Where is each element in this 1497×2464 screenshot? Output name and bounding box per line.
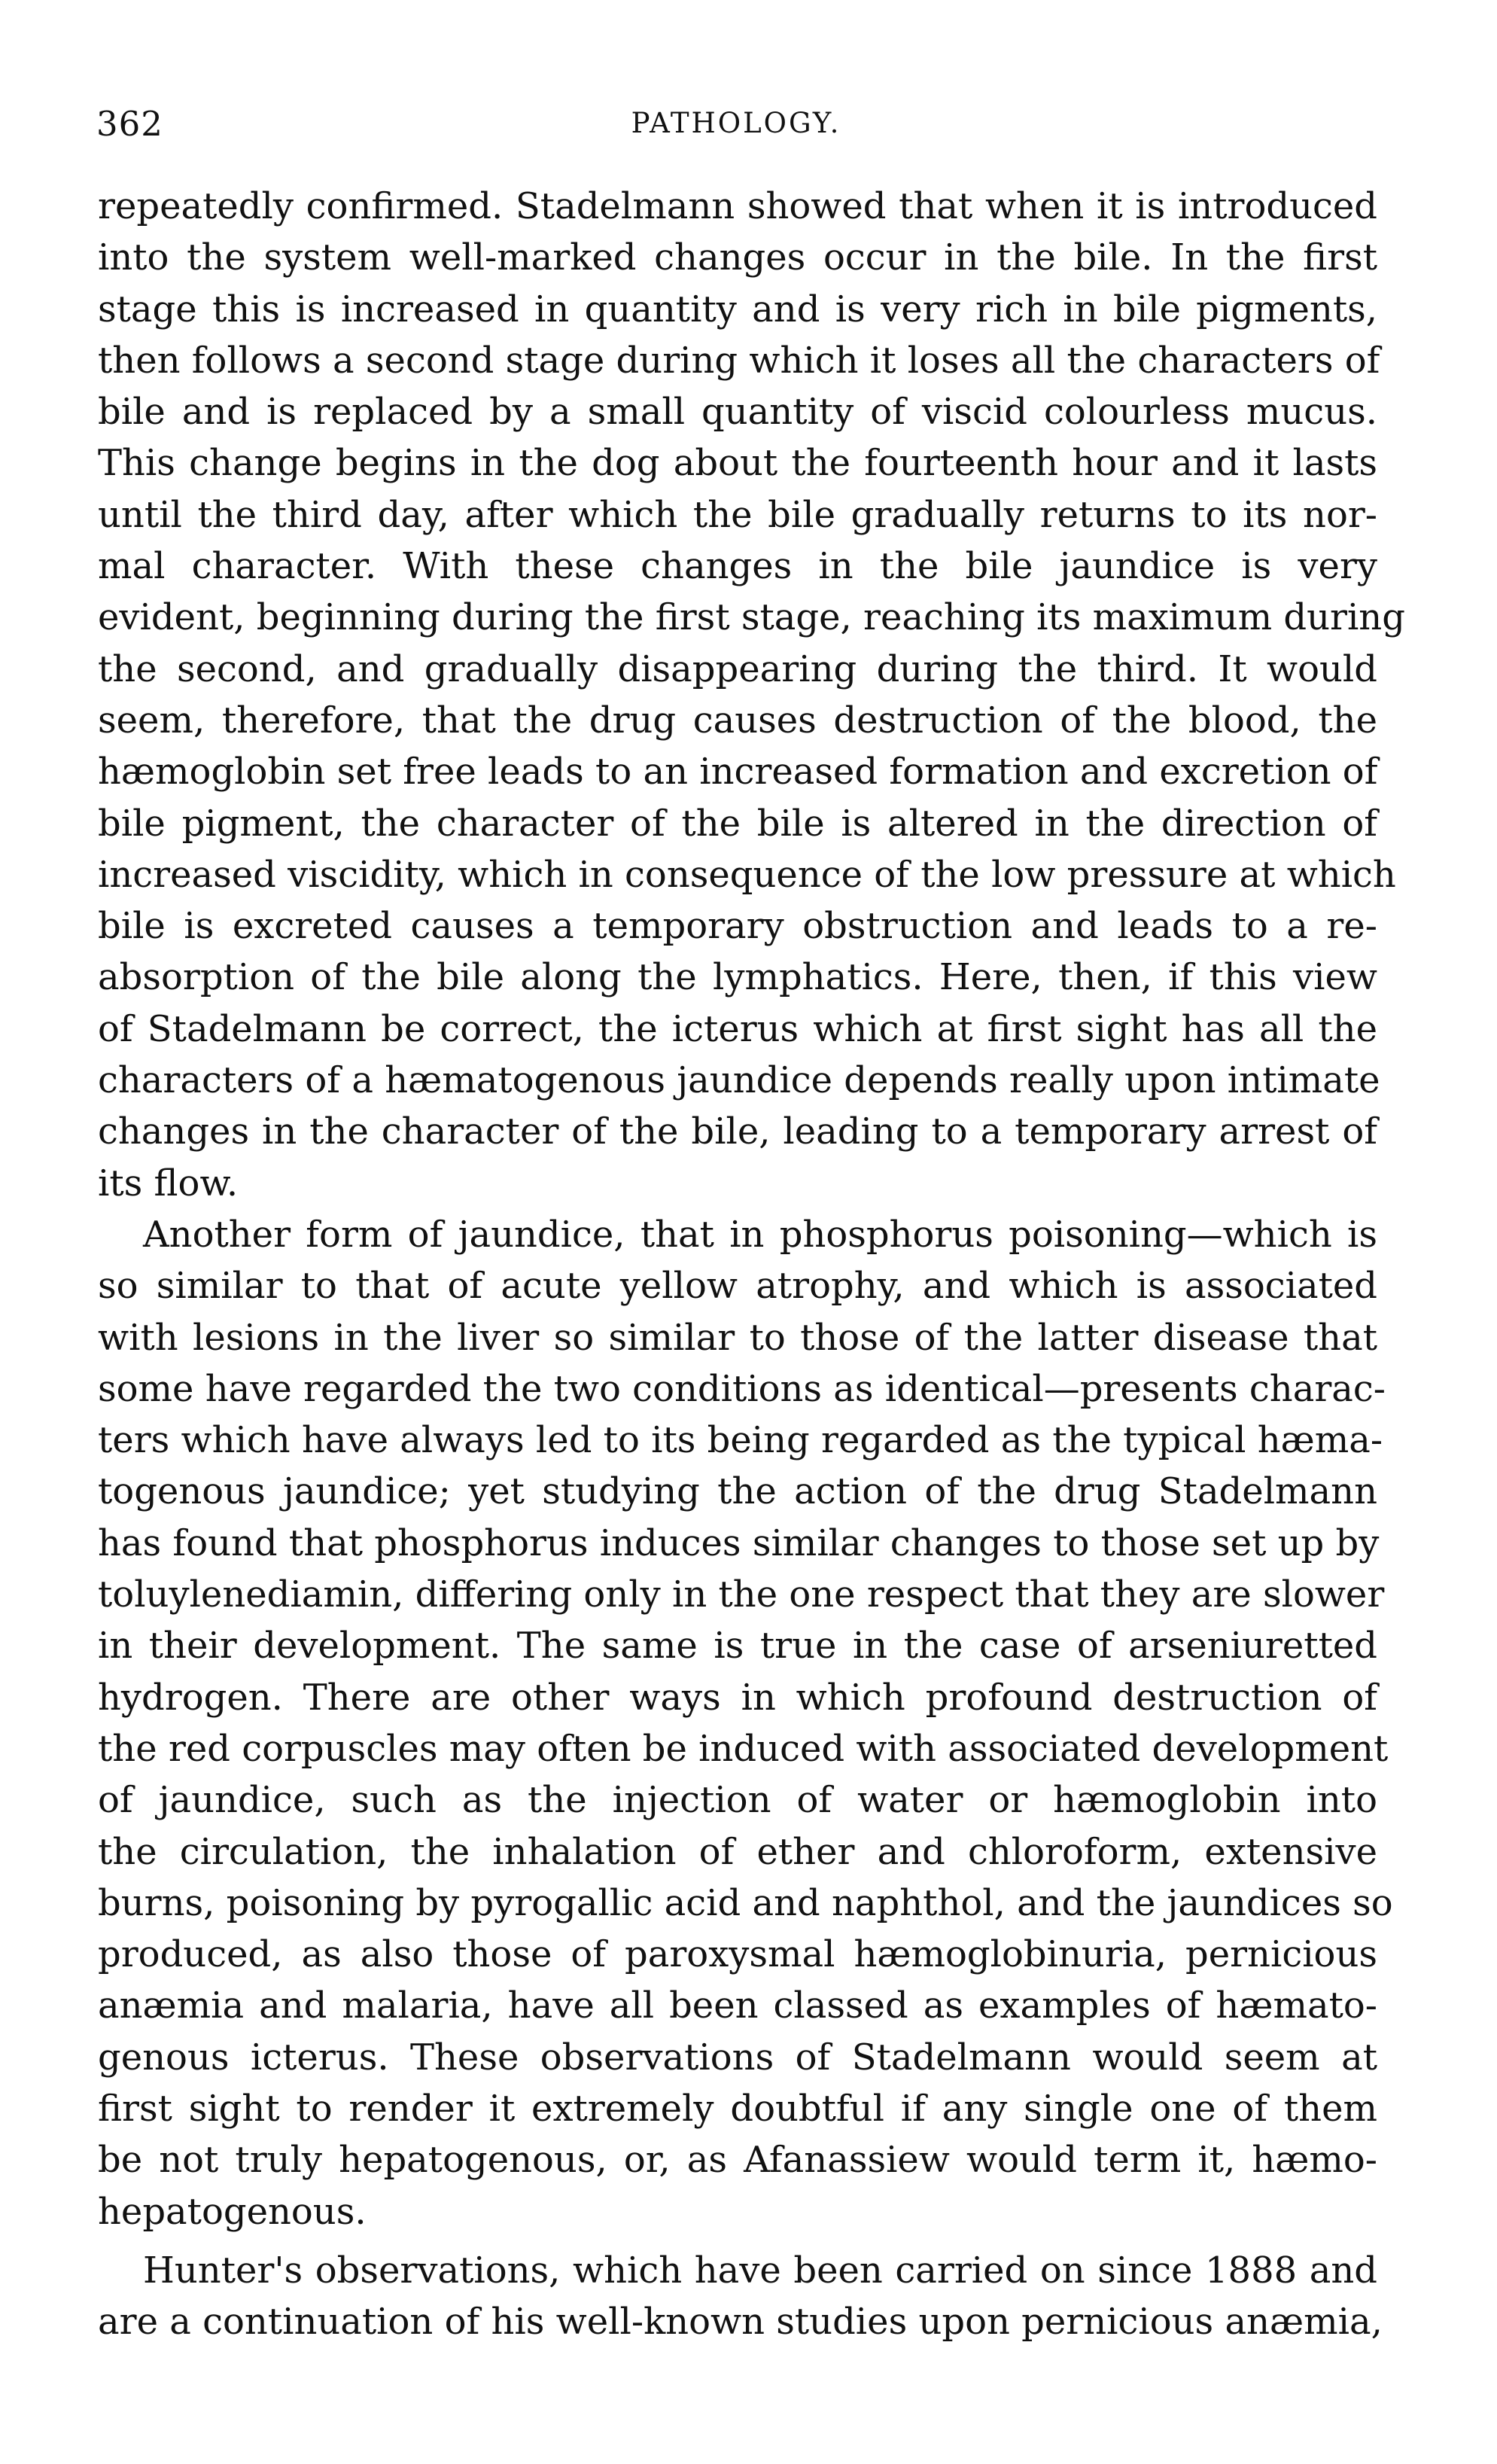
text-line: into the system well-marked changes occur in the bile. In the first	[98, 236, 1377, 279]
text-line: repeatedly confirmed. Stadelmann showed that when it is introduced	[98, 185, 1377, 227]
text-line: changes in the character of the bile, leading to a temporary arrest of	[98, 1110, 1377, 1153]
text-line: genous icterus. These observations of Stadelmann would seem at	[98, 2036, 1377, 2079]
text-line: burns, poisoning by pyrogallic acid and naphthol, and the jaundices so	[98, 1881, 1393, 1924]
text-line: increased viscidity, which in consequence of the low pressure at which	[98, 853, 1396, 896]
text-line: until the third day, after which the bile gradually returns to its nor-	[98, 493, 1377, 536]
text-line: of Stadelmann be correct, the icterus which at first sight has all the	[98, 1007, 1377, 1050]
text-line: be not truly hepatogenous, or, as Afanassiew would term it, hæmo-	[98, 2139, 1377, 2182]
text-line: so similar to that of acute yellow atrophy, and which is associated	[98, 1265, 1377, 1308]
text-line: the second, and gradually disappearing during the third. It would	[98, 647, 1377, 690]
body-text	[98, 181, 1405, 2347]
text-line: bile pigment, the character of the bile is altered in the direction of	[98, 802, 1377, 845]
text-line: hepatogenous.	[98, 2190, 367, 2233]
text-line: are a continuation of his well-known studies upon pernicious anæmia,	[98, 2301, 1383, 2344]
text-line: then follows a second stage during which it loses all the characters of	[98, 339, 1380, 382]
text-line: of jaundice, such as the injection of water or hæmoglobin into	[98, 1779, 1377, 1822]
text-line: absorption of the bile along the lymphatics. Here, then, if this view	[98, 956, 1377, 999]
text-line: mal character. With these changes in the bile jaundice is very	[98, 545, 1377, 588]
text-line: toluylenediamin, differing only in the one respect that they are slower	[98, 1573, 1385, 1616]
text-line: with lesions in the liver so similar to those of the latter disease that	[98, 1316, 1377, 1359]
paragraph-1	[98, 181, 1405, 1209]
paragraph-2	[98, 1209, 1393, 2237]
text-line: characters of a hæmatogenous jaundice depends really upon intimate	[98, 1059, 1380, 1102]
text-line: bile and is replaced by a small quantity of viscid colourless mucus.	[98, 391, 1377, 434]
text-line: bile is excreted causes a temporary obstruction and leads to a re-	[98, 905, 1377, 948]
text-line: hydrogen. There are other ways in which profound destruction of	[98, 1676, 1377, 1719]
text-line: Hunter's observations, which have been carried on since 1888 and	[143, 2249, 1377, 2292]
text-line: seem, therefore, that the drug causes destruction of the blood, the	[98, 699, 1377, 742]
running-title: PATHOLOGY.	[631, 107, 841, 139]
text-line: stage this is increased in quantity and is very rich in bile pigments,	[98, 288, 1377, 330]
text-line: anæmia and malaria, have all been classed as examples of hæmato-	[98, 1984, 1377, 2027]
text-line: some have regarded the two conditions as identical—presents charac-	[98, 1367, 1386, 1410]
paragraph-gap	[98, 2237, 1377, 2245]
text-line: produced, as also those of paroxysmal hæmoglobinuria, pernicious	[98, 1933, 1377, 1976]
text-line: in their development. The same is true in the case of arseniuretted	[98, 1625, 1377, 1668]
text-line: This change begins in the dog about the fourteenth hour and it lasts	[98, 442, 1377, 485]
text-line: the red corpuscles may often be induced with associated development	[98, 1727, 1389, 1770]
paragraph-3	[98, 2245, 1383, 2348]
text-line: Another form of jaundice, that in phosphorus poisoning—which is	[143, 1213, 1377, 1256]
text-line: the circulation, the inhalation of ether and chloroform, extensive	[98, 1830, 1377, 1873]
text-line: togenous jaundice; yet studying the action of the drug Stadelmann	[98, 1470, 1377, 1513]
running-header	[96, 104, 1376, 152]
text-line: evident, beginning during the first stage, reaching its maximum during	[98, 596, 1405, 639]
text-line: ters which have always led to its being regarded as the typical hæma-	[98, 1419, 1383, 1462]
text-line: hæmoglobin set free leads to an increased formation and excretion of	[98, 751, 1378, 793]
text-line: first sight to render it extremely doubtful if any single one of them	[98, 2087, 1377, 2130]
text-line: has found that phosphorus induces similar changes to those set up by	[98, 1521, 1380, 1564]
text-line: its flow.	[98, 1162, 239, 1205]
page-number: 362	[96, 104, 163, 144]
